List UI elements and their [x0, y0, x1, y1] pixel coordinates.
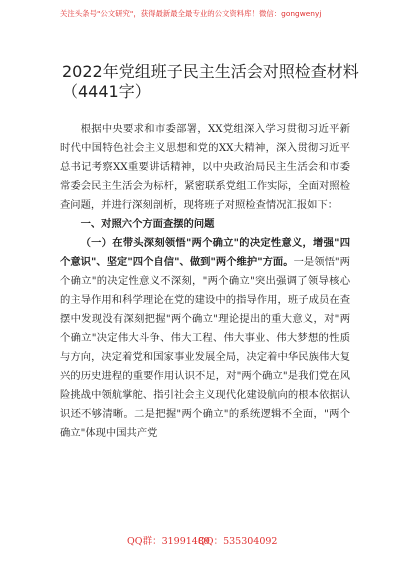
title-line-1: 2022年党组班子民主生活会对照检查材料 [62, 62, 359, 81]
title-line-2: （4441字） [62, 82, 151, 101]
document-title [62, 62, 362, 102]
subsection-body: 一是领悟"两个确立"的决定性意义不深刻，"两个确立"突出强调了领导核心的主导作用和科学理论在党的建设中的指导作用，班子成员在查摆中发现没有深刻把握"两个确立"理论提出的重大意义，对"两个确立"决定伟大斗争、伟大工程、伟大事业、伟大梦想的性质与方向，决定着党和国家事业发展全局，决定着中华民族伟大复兴的历史进程的重要作用认识不足，对"两个确立"是我们党在风险挑战中领航掌舵、指引社会主义现代化建设航向的根本依据认识还不够清晰。二是把握"两个确立"的系统逻辑不全面，"两个确立"体现中国共产党 [60, 256, 350, 439]
section-heading: 一、对照六个方面查摆的问题 [80, 218, 215, 230]
qq-number: QQ：535304092 [198, 536, 278, 547]
promo-banner: 关注头条号"公文研究"，获得最新最全最专业的公文资料库！微信：gongwenyj [60, 9, 322, 18]
intro-paragraph: 根据中央要求和市委部署，XX党组深入学习贯彻习近平新时代中国特色社会主义思想和党的XX大精神，深入贯彻习近平总书记考察XX重要讲话精神，以中央政治局民主生活会和市委常委会民主生活会为标杆，紧密联系党组工作实际，全面对照检查问题，并进行深刻剖析，现将班子对照检查情况汇报如下： [60, 123, 350, 211]
qq-group-number: QQ群：31991489 [127, 536, 210, 547]
subsection-heading: （一）在带头深刻领悟"两个确立"的决定性意义，增强"四个意识"、坚定"四个自信"、做到"两个维护"方面。 [60, 237, 350, 268]
document-body [60, 120, 350, 443]
subsection-paragraph [60, 234, 350, 443]
